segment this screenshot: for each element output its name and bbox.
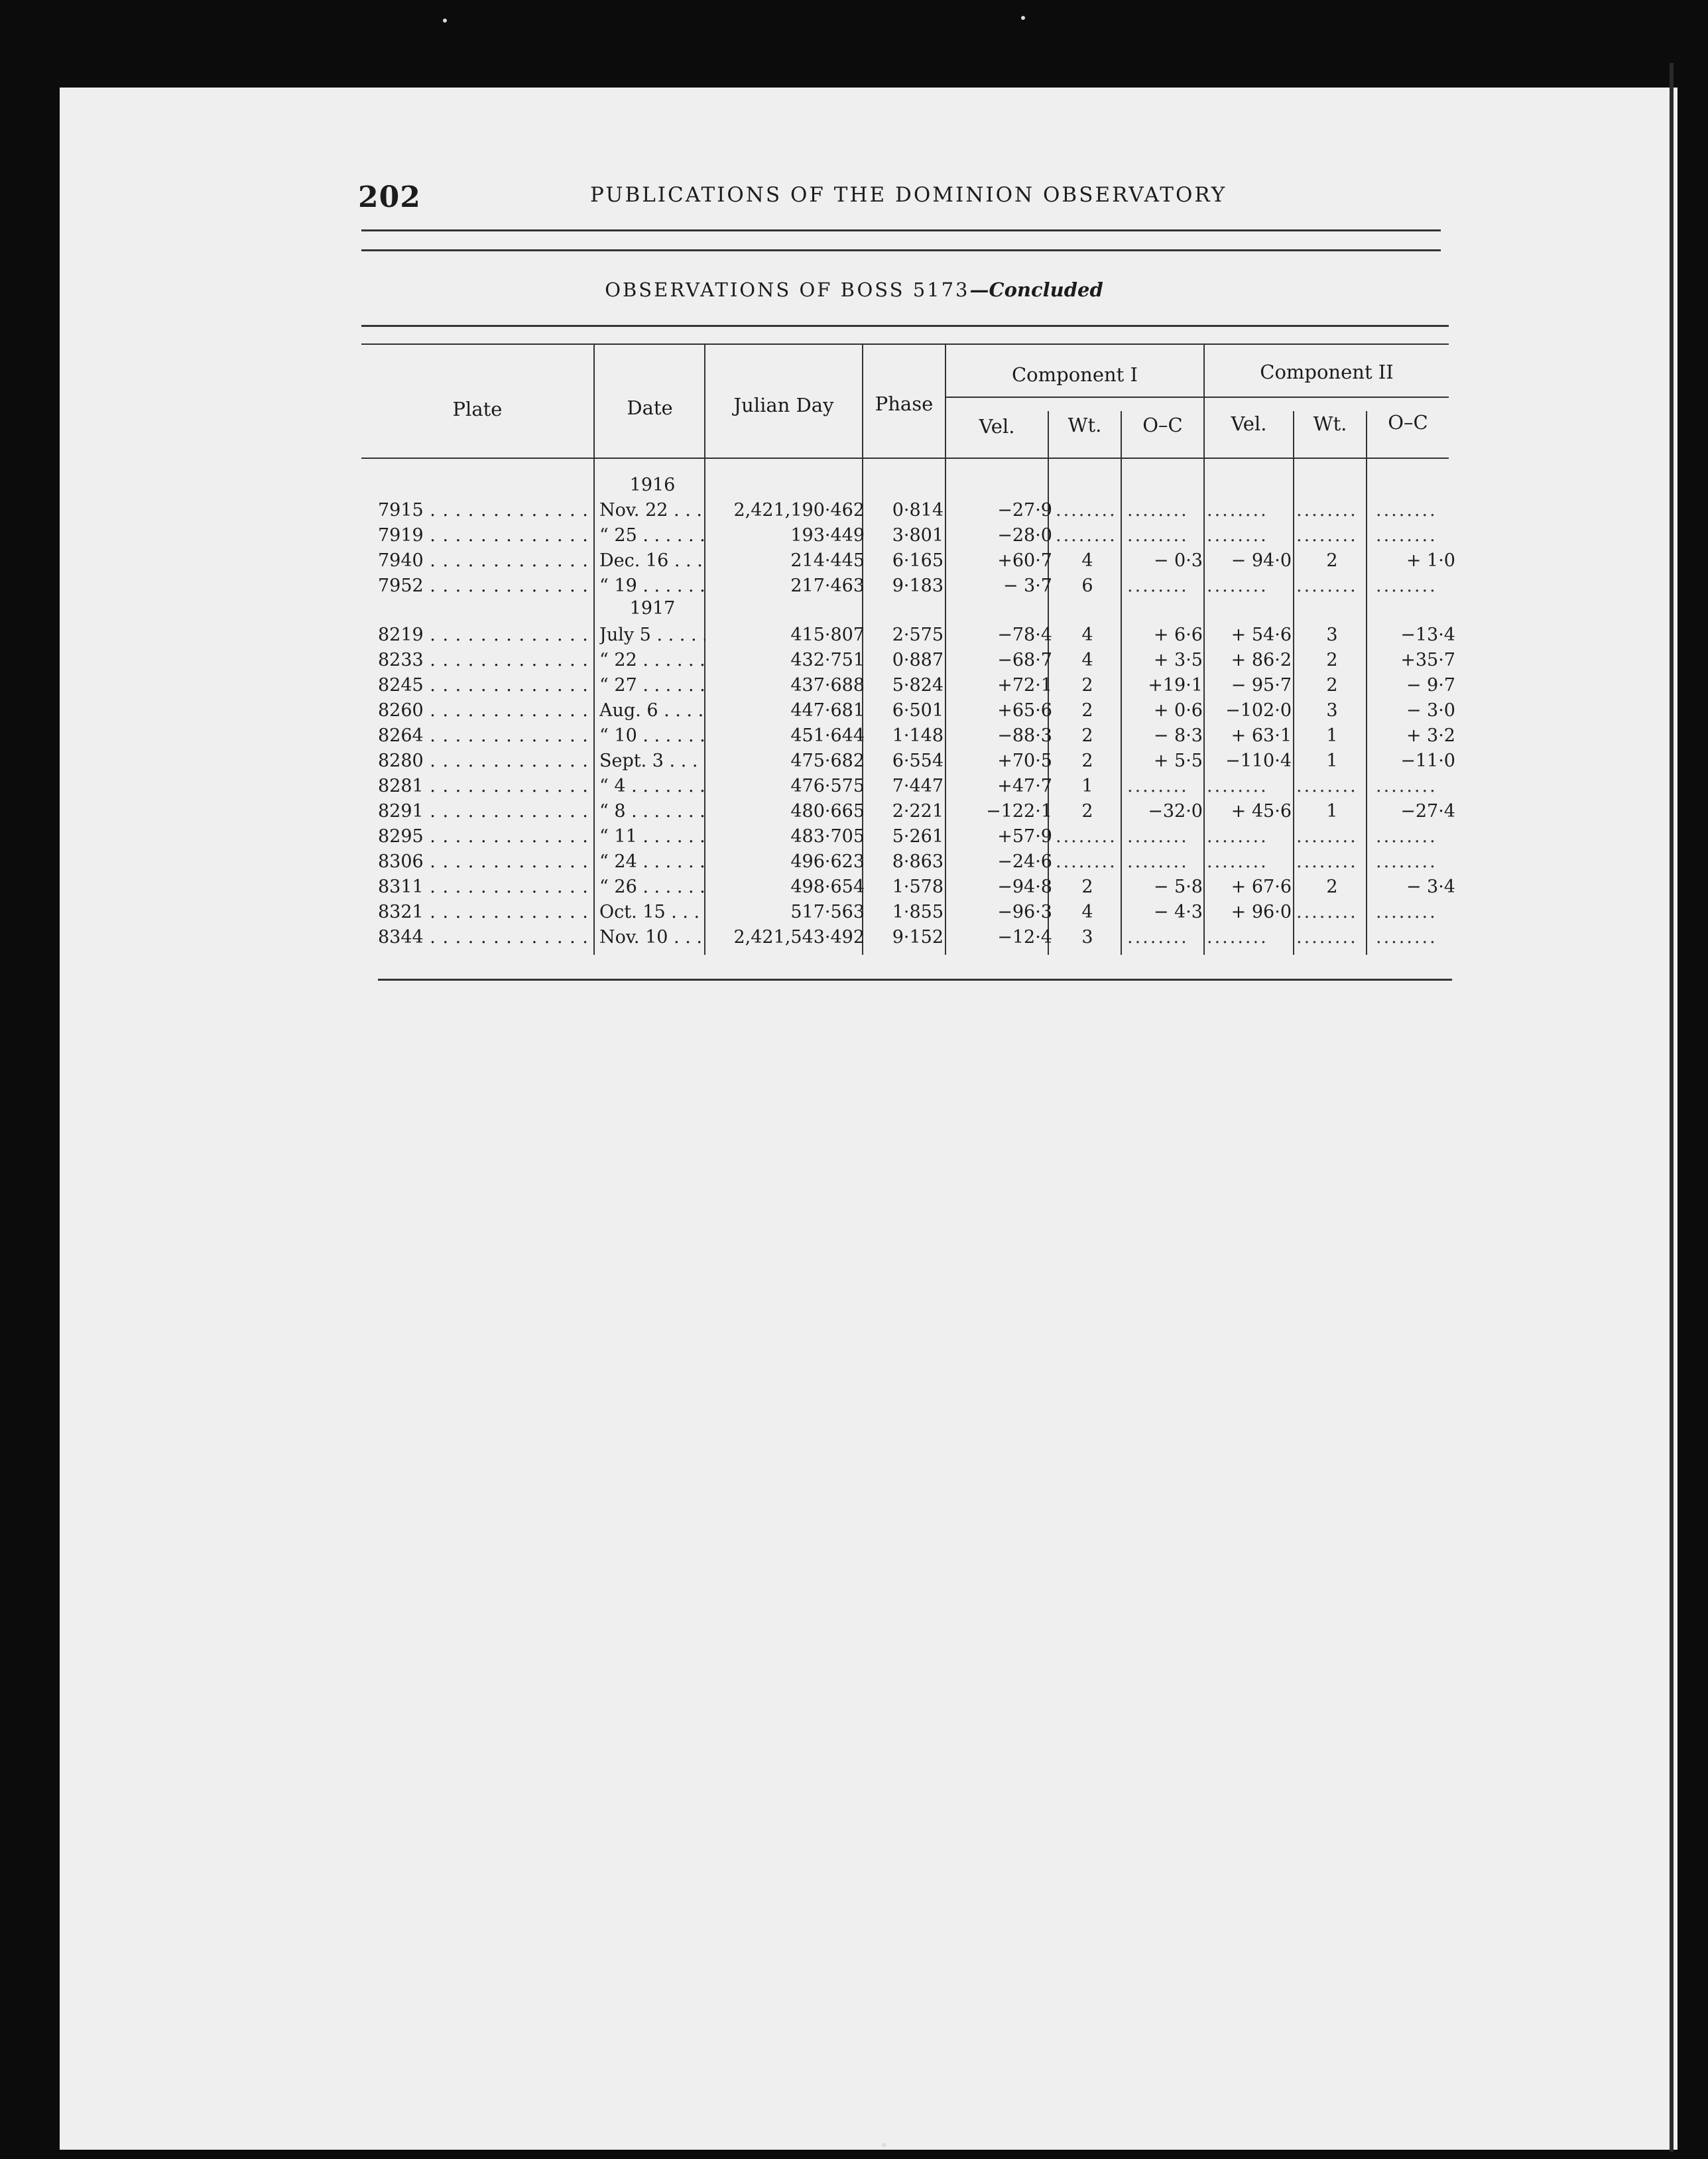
- column-head-vel-1: Vel.: [979, 415, 1015, 438]
- table-cell-date: “ 4 . . .: [599, 774, 705, 798]
- table-cell-julian-day: 447·681: [790, 700, 865, 721]
- table-cell-velocity-1: −27·9: [997, 500, 1052, 521]
- table-cell-o-c-2: − 9·7: [1406, 675, 1455, 696]
- table-cell-plate-number: 7952 . . .: [378, 574, 597, 598]
- table-cell-o-c-1: ........: [1127, 500, 1189, 521]
- page-number: 202: [358, 180, 421, 214]
- table-cell-plate-number: 8306 . . .: [378, 850, 597, 874]
- column-rule: [1293, 411, 1294, 955]
- running-head: PUBLICATIONS OF THE DOMINION OBSERVATORY: [590, 183, 1227, 207]
- header-rule: [361, 229, 1441, 231]
- table-cell-julian-day: 483·705: [790, 826, 865, 847]
- table-cell-velocity-2: + 86·2: [1231, 650, 1292, 670]
- table-cell-date: “ 10 . . .: [599, 724, 705, 748]
- table-cell-phase: 6·165: [892, 550, 944, 571]
- table-cell-plate-number: 7915 . . .: [378, 499, 597, 523]
- table-cell-velocity-2: ........: [1207, 776, 1268, 796]
- table-cell-weight-1: 4: [1081, 550, 1093, 571]
- table-cell-velocity-2: −110·4: [1225, 751, 1292, 771]
- table-cell-weight-1: 2: [1081, 675, 1093, 696]
- table-cell-weight-2: ........: [1296, 525, 1358, 546]
- scan-speck: [882, 2143, 886, 2147]
- table-cell-velocity-2: ........: [1207, 576, 1268, 596]
- table-cell-o-c-1: − 5·8: [1153, 877, 1203, 897]
- table-cell-velocity-1: −12·4: [997, 927, 1052, 948]
- table-cell-o-c-2: + 3·2: [1406, 725, 1455, 746]
- table-cell-julian-day: 2,421,543·492: [733, 927, 865, 948]
- table-cell-o-c-1: − 4·3: [1153, 902, 1203, 922]
- table-cell-phase: 9·183: [892, 576, 944, 596]
- table-cell-velocity-1: +47·7: [997, 776, 1052, 796]
- table-cell-date: “ 22 . . .: [599, 648, 705, 672]
- column-rule: [1121, 411, 1122, 955]
- table-cell-o-c-2: ........: [1376, 500, 1437, 521]
- table-cell-weight-2: ........: [1296, 576, 1358, 596]
- table-cell-o-c-2: − 3·4: [1406, 877, 1455, 897]
- table-cell-weight-1: ........: [1056, 826, 1117, 847]
- table-cell-velocity-2: ........: [1207, 851, 1268, 872]
- table-cell-julian-day: 437·688: [790, 675, 865, 696]
- table-cell-velocity-1: +72·1: [997, 675, 1052, 696]
- table-cell-plate-number: 8264 . . .: [378, 724, 597, 748]
- table-cell-velocity-2: + 54·6: [1231, 625, 1292, 645]
- table-cell-plate-number: 8291 . . .: [378, 800, 597, 824]
- table-cell-date: Dec. 16 . . .: [599, 549, 705, 573]
- table-cell-velocity-2: −102·0: [1225, 700, 1292, 721]
- table-cell-weight-1: 6: [1081, 576, 1093, 596]
- table-cell-plate-number: 8280 . . .: [378, 749, 597, 773]
- table-cell-o-c-1: + 3·5: [1153, 650, 1203, 670]
- table-cell-plate-number: 8344 . . .: [378, 926, 597, 950]
- table-cell-weight-2: 2: [1326, 675, 1338, 696]
- table-cell-o-c-1: + 6·6: [1153, 625, 1203, 645]
- table-cell-velocity-2: + 63·1: [1231, 725, 1292, 746]
- table-cell-weight-2: 1: [1326, 725, 1338, 746]
- table-cell-velocity-2: ........: [1207, 500, 1268, 521]
- table-cell-weight-1: 4: [1081, 650, 1093, 670]
- table-cell-plate-number: 7940 . . .: [378, 549, 597, 573]
- table-cell-julian-day: 475·682: [790, 751, 865, 771]
- table-cell-date: “ 25 . . .: [599, 524, 705, 548]
- table-cell-weight-1: 2: [1081, 725, 1093, 746]
- table-cell-o-c-1: ........: [1127, 927, 1189, 948]
- table-cell-phase: 8·863: [892, 851, 944, 872]
- table-cell-weight-2: 3: [1326, 625, 1338, 645]
- table-cell-weight-1: ........: [1056, 500, 1117, 521]
- table-cell-julian-day: 496·623: [790, 851, 865, 872]
- table-cell-o-c-1: ........: [1127, 851, 1189, 872]
- table-cell-phase: 2·221: [892, 801, 944, 822]
- table-cell-plate-number: 8219 . . .: [378, 623, 597, 647]
- table-cell-weight-1: ........: [1056, 525, 1117, 546]
- table-cell-phase: 6·554: [892, 751, 944, 771]
- table-cell-julian-day: 217·463: [790, 576, 865, 596]
- page-spine: [1670, 63, 1674, 2152]
- header-rule: [361, 249, 1441, 251]
- table-cell-o-c-1: +19·1: [1148, 675, 1203, 696]
- table-cell-o-c-2: ........: [1376, 776, 1437, 796]
- table-cell-o-c-2: ........: [1376, 826, 1437, 847]
- table-cell-plate-number: 8321 . . .: [378, 900, 597, 924]
- table-cell-o-c-2: − 3·0: [1406, 700, 1455, 721]
- column-head-vel-2: Vel.: [1231, 412, 1267, 435]
- table-cell-weight-1: 3: [1081, 927, 1093, 948]
- table-top-rule: [361, 325, 1449, 327]
- table-cell-plate-number: 8260 . . .: [378, 699, 597, 723]
- table-cell-date: “ 27 . . .: [599, 674, 705, 698]
- table-cell-weight-2: 2: [1326, 877, 1338, 897]
- table-cell-julian-day: 432·751: [790, 650, 865, 670]
- table-cell-weight-1: 4: [1081, 625, 1093, 645]
- table-cell-velocity-2: ........: [1207, 826, 1268, 847]
- table-cell-julian-day: 193·449: [790, 525, 865, 546]
- table-cell-velocity-1: −96·3: [997, 902, 1052, 922]
- table-cell-weight-2: 1: [1326, 751, 1338, 771]
- table-cell-phase: 5·824: [892, 675, 944, 696]
- table-cell-julian-day: 476·575: [790, 776, 865, 796]
- table-cell-o-c-2: −11·0: [1400, 751, 1455, 771]
- table-cell-plate-number: 8311 . . .: [378, 875, 597, 899]
- column-head-component-2: Component II: [1260, 361, 1394, 383]
- column-rule: [1203, 345, 1205, 955]
- table-cell-velocity-1: +57·9: [997, 826, 1052, 847]
- table-title-main: OBSERVATIONS OF BOSS 5173: [605, 278, 970, 301]
- table-cell-date: “ 8 . . .: [599, 800, 705, 824]
- table-cell-julian-day: 214·445: [790, 550, 865, 571]
- table-cell-phase: 2·575: [892, 625, 944, 645]
- column-head-component-1: Component I: [1011, 363, 1138, 386]
- table-cell-o-c-2: + 1·0: [1406, 550, 1455, 571]
- table-cell-o-c-2: ........: [1376, 927, 1437, 948]
- header-bottom-rule: [361, 458, 1449, 459]
- table-cell-o-c-2: ........: [1376, 851, 1437, 872]
- column-head-oc-1: O–C: [1142, 414, 1183, 436]
- column-head-phase: Phase: [875, 393, 934, 415]
- table-cell-o-c-2: ........: [1376, 525, 1437, 546]
- table-cell-velocity-1: −78·4: [997, 625, 1052, 645]
- table-cell-julian-day: 415·807: [790, 625, 865, 645]
- table-cell-julian-day: 451·644: [790, 725, 865, 746]
- table-cell-weight-2: 2: [1326, 650, 1338, 670]
- table-cell-weight-1: 1: [1081, 776, 1093, 796]
- table-cell-weight-1: 2: [1081, 877, 1093, 897]
- table-cell-phase: 6·501: [892, 700, 944, 721]
- table-title-suffix: —Concluded: [969, 278, 1103, 301]
- table-top-rule: [361, 343, 1449, 345]
- table-cell-velocity-1: −24·6: [997, 851, 1052, 872]
- table-cell-weight-2: 2: [1326, 550, 1338, 571]
- table-cell-o-c-1: + 0·6: [1153, 700, 1203, 721]
- table-cell-date: “ 19 . . .: [599, 574, 705, 598]
- year-heading: 1916: [629, 475, 676, 495]
- table-cell-phase: 0·814: [892, 500, 944, 521]
- table-cell-phase: 5·261: [892, 826, 944, 847]
- column-head-date: Date: [627, 397, 673, 419]
- table-cell-weight-1: 4: [1081, 902, 1093, 922]
- table-cell-phase: 1·855: [892, 902, 944, 922]
- table-cell-date: “ 26 . . .: [599, 875, 705, 899]
- table-cell-o-c-2: −27·4: [1400, 801, 1455, 822]
- table-cell-weight-1: 2: [1081, 801, 1093, 822]
- table-cell-o-c-2: +35·7: [1400, 650, 1455, 670]
- table-cell-date: “ 11 . . .: [599, 825, 705, 849]
- table-cell-o-c-1: − 8·3: [1153, 725, 1203, 746]
- table-cell-plate-number: 7919 . . .: [378, 524, 597, 548]
- table-cell-velocity-2: ........: [1207, 525, 1268, 546]
- table-cell-weight-2: ........: [1296, 500, 1358, 521]
- table-cell-velocity-2: + 45·6: [1231, 801, 1292, 822]
- table-cell-phase: 7·447: [892, 776, 944, 796]
- table-cell-julian-day: 2,421,190·462: [733, 500, 865, 521]
- table-cell-weight-2: ........: [1296, 851, 1358, 872]
- table-cell-date: Oct. 15 . . .: [599, 900, 705, 924]
- table-cell-o-c-1: ........: [1127, 826, 1189, 847]
- table-cell-velocity-1: − 3·7: [1003, 576, 1052, 596]
- table-cell-o-c-1: −32·0: [1148, 801, 1203, 822]
- table-cell-weight-2: 1: [1326, 801, 1338, 822]
- table-cell-velocity-2: − 94·0: [1231, 550, 1292, 571]
- table-cell-julian-day: 517·563: [790, 902, 865, 922]
- table-cell-velocity-2: − 95·7: [1231, 675, 1292, 696]
- column-head-julian-day: Julian Day: [733, 394, 834, 416]
- table-cell-plate-number: 8245 . . .: [378, 674, 597, 698]
- table-cell-o-c-2: ........: [1376, 576, 1437, 596]
- column-head-plate: Plate: [452, 398, 503, 420]
- table-cell-weight-1: 2: [1081, 751, 1093, 771]
- table-bottom-rule: [378, 979, 1452, 981]
- table-cell-o-c-1: ........: [1127, 525, 1189, 546]
- table-cell-date: Nov. 22 . . .: [599, 499, 705, 523]
- table-cell-velocity-1: +60·7: [997, 550, 1052, 571]
- table-cell-date: Nov. 10 . . .: [599, 926, 705, 950]
- table-cell-date: Aug. 6 . . .: [599, 699, 705, 723]
- table-cell-date: Sept. 3 . . .: [599, 749, 705, 773]
- table-cell-plate-number: 8233 . . .: [378, 648, 597, 672]
- component-divider: [945, 397, 1449, 398]
- table-cell-weight-1: ........: [1056, 851, 1117, 872]
- year-heading: 1917: [629, 598, 676, 619]
- table-cell-velocity-1: +70·5: [997, 751, 1052, 771]
- column-head-oc-2: O–C: [1388, 411, 1428, 434]
- table-cell-velocity-2: + 96·0: [1231, 902, 1292, 922]
- table-cell-velocity-1: −68·7: [997, 650, 1052, 670]
- table-cell-velocity-1: +65·6: [997, 700, 1052, 721]
- table-cell-o-c-1: ........: [1127, 576, 1189, 596]
- table-cell-weight-1: 2: [1081, 700, 1093, 721]
- table-cell-phase: 3·801: [892, 525, 944, 546]
- table-cell-phase: 9·152: [892, 927, 944, 948]
- table-cell-velocity-1: −94·8: [997, 877, 1052, 897]
- table-cell-phase: 0·887: [892, 650, 944, 670]
- table-cell-weight-2: ........: [1296, 826, 1358, 847]
- table-cell-weight-2: ........: [1296, 776, 1358, 796]
- table-cell-plate-number: 8295 . . .: [378, 825, 597, 849]
- table-cell-o-c-2: ........: [1376, 902, 1437, 922]
- scan-speck: [1021, 16, 1025, 20]
- table-cell-weight-2: ........: [1296, 902, 1358, 922]
- table-cell-velocity-2: + 67·6: [1231, 877, 1292, 897]
- table-cell-julian-day: 480·665: [790, 801, 865, 822]
- table-cell-velocity-1: −122·1: [986, 801, 1052, 822]
- table-cell-o-c-1: − 0·3: [1153, 550, 1203, 571]
- table-cell-date: “ 24 . . .: [599, 850, 705, 874]
- table-title: [0, 278, 1708, 301]
- table-cell-o-c-1: + 5·5: [1153, 751, 1203, 771]
- table-cell-plate-number: 8281 . . .: [378, 774, 597, 798]
- table-cell-o-c-2: −13·4: [1400, 625, 1455, 645]
- scan-speck: [443, 19, 447, 23]
- table-cell-velocity-1: −88·3: [997, 725, 1052, 746]
- table-cell-o-c-1: ........: [1127, 776, 1189, 796]
- table-cell-phase: 1·578: [892, 877, 944, 897]
- table-cell-velocity-1: −28·0: [997, 525, 1052, 546]
- table-cell-date: July 5 . . .: [599, 623, 705, 647]
- table-cell-phase: 1·148: [892, 725, 944, 746]
- column-head-wt-2: Wt.: [1313, 412, 1347, 435]
- table-cell-weight-2: 3: [1326, 700, 1338, 721]
- column-head-wt-1: Wt.: [1068, 414, 1102, 436]
- table-cell-julian-day: 498·654: [790, 877, 865, 897]
- table-cell-weight-2: ........: [1296, 927, 1358, 948]
- table-cell-velocity-2: ........: [1207, 927, 1268, 948]
